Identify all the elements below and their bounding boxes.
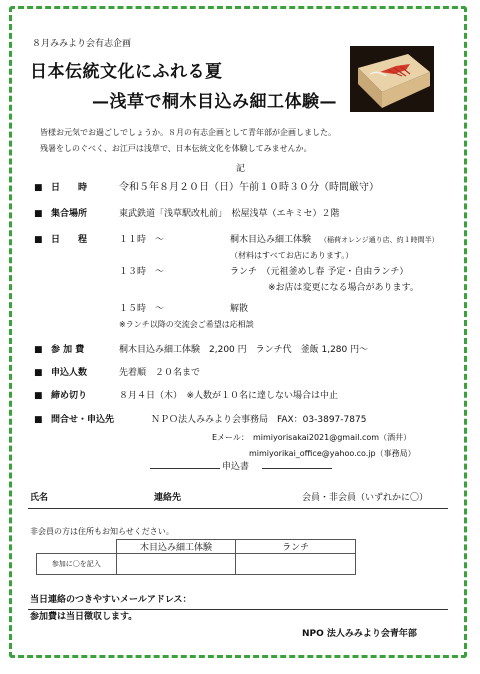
intro-line-1: 皆様お元気でお過ごしでしょうか。８月の有志企画として青年部が企画しました。: [40, 128, 336, 137]
schedule-activity-2: ランチ （元祖釜めし春 予定・自由ランチ）: [230, 267, 409, 277]
event-series: ８月みみより会有志企画: [32, 39, 132, 49]
kimekomi-check-cell[interactable]: [116, 554, 236, 575]
schedule-time-2: １３時 ～: [119, 267, 165, 277]
email-field-label: 当日連絡のつきやすいメールアドレス：: [30, 595, 192, 605]
meeting-value: 東武鉄道「浅草駅改札前」 松屋浅草（エキミセ）２階: [119, 209, 340, 219]
fee-value: 桐木目込み細工体験 2,200 円 ランチ代 釜飯 1,280 円～: [119, 345, 369, 355]
email-office: mimiyorikai_office@yahoo.co.jp（事務局）: [249, 449, 416, 458]
date-label: 日 時: [51, 183, 88, 193]
form-contact-label: 連絡先: [154, 493, 182, 503]
participation-table: [36, 539, 356, 575]
capacity-value: 先着順 ２０名まで: [119, 368, 201, 378]
schedule-time-3: １５時 ～: [119, 304, 165, 314]
capacity-label: 申込人数: [51, 368, 88, 378]
form-member-label: 会員・非会員（いずれかに〇）: [302, 493, 429, 503]
divider-right: [262, 468, 332, 469]
schedule-label: 日 程: [51, 235, 88, 245]
email-label: Eメール：: [212, 433, 249, 442]
fee-label: 参 加 費: [51, 345, 85, 355]
schedule-activity-1: 桐木目込み細工体験: [230, 235, 312, 245]
divider-left: [150, 468, 220, 469]
bullet-icon: ■: [34, 209, 43, 219]
signature: NPO 法人みみより会青年部: [302, 629, 417, 639]
schedule-activity-1b: （材料はすべてお店にあります。）: [230, 251, 354, 260]
table-row-label: 参加に〇を記入: [37, 554, 117, 575]
page-subtitle: —浅草で桐木目込み細工体験—: [92, 92, 337, 112]
email-underline: [28, 609, 448, 610]
schedule-time-1: １１時 ～: [119, 235, 165, 245]
email-primary: mimiyorisakai2021@gmail.com（酒井）: [253, 433, 412, 442]
date-value: 令和５年８月２０日（日）午前１０時３０分（時間厳守）: [119, 182, 379, 193]
table-header-lunch: ランチ: [236, 540, 356, 554]
address-note: 非会員の方は住所もお知らせください。: [30, 527, 174, 536]
form-name-label: 氏名: [30, 493, 49, 503]
payment-note: 参加費は当日徴収します。: [30, 612, 138, 622]
table-header-kimekomi: 木目込み細工体験: [116, 540, 236, 554]
deadline-value: ８月４日（木） ※人数が１０名に達しない場合は中止: [119, 391, 339, 401]
meeting-label: 集合場所: [51, 209, 88, 219]
bullet-icon: ■: [34, 345, 43, 355]
schedule-footnote: ※ランチ以降の交流会ご希望は応相談: [119, 320, 254, 329]
page-title: 日本伝統文化にふれる夏: [30, 62, 223, 82]
name-underline: [28, 508, 448, 509]
bullet-icon: ■: [34, 235, 43, 245]
contact-label: 問合せ・申込先: [51, 415, 115, 425]
bullet-icon: ■: [34, 391, 43, 401]
schedule-activity-3: 解散: [230, 304, 249, 314]
bullet-icon: ■: [34, 183, 43, 193]
form-heading: 申込書: [222, 462, 250, 472]
kimekomi-photo: [350, 46, 434, 112]
schedule-activity-2b: ※お店は変更になる場合があります。: [268, 283, 419, 293]
ki-mark: 記: [236, 164, 246, 174]
intro-line-2: 残暑をしのぐべく、お江戸は浅草で、日本伝統文化を体験してみませんか。: [40, 144, 312, 153]
bullet-icon: ■: [34, 415, 43, 425]
schedule-note-1: （稲荷オレンジ通り店、約１時間半）: [320, 236, 439, 244]
contact-org: ＮＰＯ法人みみより会事務局 FAX：03-3897-7875: [151, 415, 367, 425]
bullet-icon: ■: [34, 368, 43, 378]
deadline-label: 締め切り: [51, 391, 88, 401]
lunch-check-cell[interactable]: [236, 554, 356, 575]
